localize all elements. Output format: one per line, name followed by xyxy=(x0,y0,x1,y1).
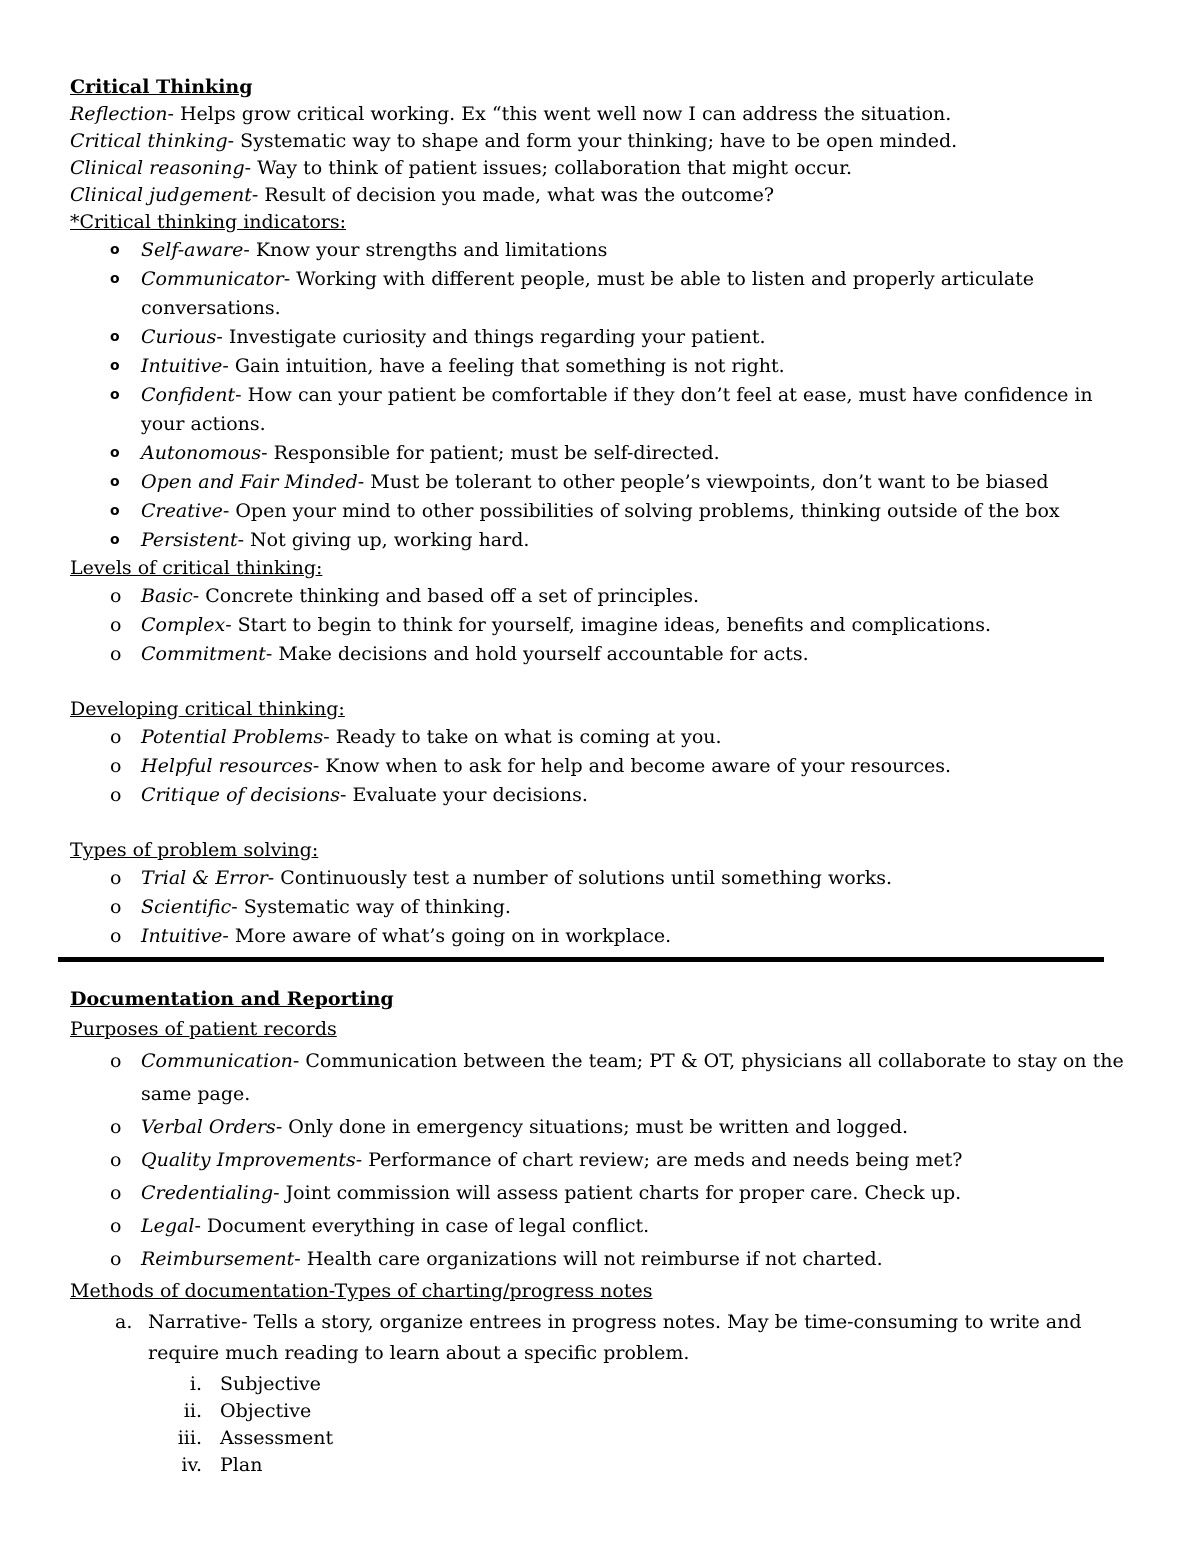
list-item xyxy=(70,1210,1140,1243)
spacer xyxy=(70,810,1140,837)
item-text: - Working with different people, must be able to listen and properly articulate conversations. xyxy=(141,268,1035,319)
list-item xyxy=(70,526,1140,555)
circle-bullet-icon: o xyxy=(110,585,122,607)
list-item xyxy=(70,864,1140,893)
list-marker: iv. xyxy=(181,1454,202,1476)
item-term: Scientific xyxy=(141,896,232,918)
definition-term: Reflection xyxy=(70,103,168,125)
section-title-critical-thinking: Critical Thinking xyxy=(70,76,253,98)
circle-bullet-icon: o xyxy=(110,271,120,287)
item-term: Complex xyxy=(141,614,226,636)
list-item xyxy=(70,752,1140,781)
circle-bullet-icon: o xyxy=(110,784,122,806)
item-text: - Performance of chart review; are meds and needs being met? xyxy=(355,1149,963,1171)
item-term: Legal xyxy=(141,1215,195,1237)
item-term: Persistent xyxy=(141,529,238,551)
item-text: - How can your patient be comfortable if they don’t feel at ease, must have confidence in your actions. xyxy=(141,384,1093,435)
definition-text: - Result of decision you made, what was the outcome? xyxy=(251,184,775,206)
list-marker: iii. xyxy=(177,1427,202,1449)
levels-heading: Levels of critical thinking: xyxy=(70,557,323,579)
definition-text: - Helps grow critical working. Ex “this went well now I can address the situation. xyxy=(167,103,952,125)
item-text: - More aware of what’s going on in workplace. xyxy=(222,925,672,947)
list-item xyxy=(70,582,1140,611)
circle-bullet-icon: o xyxy=(110,896,122,918)
definition-text: - Systematic way to shape and form your thinking; have to be open minded. xyxy=(227,130,958,152)
item-text: Objective xyxy=(220,1400,312,1422)
item-text: - Concrete thinking and based off a set of principles. xyxy=(192,585,700,607)
item-term: Curious xyxy=(141,326,217,348)
item-term: Trial & Error xyxy=(141,867,268,889)
list-item xyxy=(70,439,1140,468)
item-text: - Make decisions and hold yourself accountable for acts. xyxy=(265,643,809,665)
item-text: - Systematic way of thinking. xyxy=(231,896,511,918)
list-item xyxy=(70,723,1140,752)
indicators-list xyxy=(70,236,1140,555)
list-item xyxy=(70,1243,1140,1276)
circle-bullet-icon: o xyxy=(110,532,120,548)
definition-term: Critical thinking xyxy=(70,130,228,152)
circle-bullet-icon: o xyxy=(110,474,120,490)
list-item xyxy=(70,1177,1140,1210)
definition-clinical-reasoning xyxy=(70,155,1140,182)
list-item xyxy=(70,323,1140,352)
item-text: - Open your mind to other possibilities of solving problems, thinking outside of the box xyxy=(222,500,1060,522)
list-item xyxy=(70,352,1140,381)
item-text: - Investigate curiosity and things regarding your patient. xyxy=(216,326,766,348)
circle-bullet-icon: o xyxy=(110,242,120,258)
circle-bullet-icon: o xyxy=(110,387,120,403)
item-term: Basic xyxy=(141,585,193,607)
circle-bullet-icon: o xyxy=(110,1182,122,1204)
circle-bullet-icon: o xyxy=(110,867,122,889)
section-divider xyxy=(58,957,1104,962)
list-item xyxy=(70,1398,1140,1425)
list-marker: ii. xyxy=(183,1400,202,1422)
circle-bullet-icon: o xyxy=(110,643,122,665)
item-text: Assessment xyxy=(220,1427,334,1449)
circle-bullet-icon: o xyxy=(110,726,122,748)
list-item xyxy=(70,381,1140,439)
item-text: - Ready to take on what is coming at you. xyxy=(323,726,722,748)
spacer xyxy=(70,669,1140,696)
item-term: Confident xyxy=(141,384,236,406)
list-item xyxy=(70,1144,1140,1177)
item-term: Potential Problems xyxy=(141,726,324,748)
item-term: Intuitive xyxy=(141,355,223,377)
definition-term: Clinical reasoning xyxy=(70,157,245,179)
list-item xyxy=(70,1111,1140,1144)
item-term: Credentialing xyxy=(141,1182,274,1204)
item-text: - Communication between the team; PT & OT, physicians all collaborate to stay on the same page. xyxy=(141,1050,1124,1105)
definition-clinical-judgement xyxy=(70,182,1140,209)
methods-list xyxy=(70,1307,1140,1479)
list-marker: i. xyxy=(189,1373,202,1395)
item-text: Narrative- Tells a story, organize entrees in progress notes. May be time-consuming to write and require much reading to learn about a specific problem. xyxy=(148,1311,1082,1364)
list-item xyxy=(70,1045,1140,1111)
list-item xyxy=(70,497,1140,526)
problem-solving-heading: Types of problem solving: xyxy=(70,839,319,861)
item-text: - Know your strengths and limitations xyxy=(243,239,608,261)
purposes-heading: Purposes of patient records xyxy=(70,1018,337,1040)
list-item xyxy=(70,611,1140,640)
item-text: - Health care organizations will not reimburse if not charted. xyxy=(294,1248,883,1270)
item-term: Communicator xyxy=(141,268,284,290)
circle-bullet-icon: o xyxy=(110,445,120,461)
list-item xyxy=(70,265,1140,323)
item-term: Autonomous xyxy=(141,442,262,464)
section-title-documentation: Documentation and Reporting xyxy=(70,988,394,1010)
definition-term: Clinical judgement xyxy=(70,184,252,206)
item-term: Helpful resources xyxy=(141,755,313,777)
list-item xyxy=(70,893,1140,922)
item-text: Subjective xyxy=(220,1373,321,1395)
problem-solving-list xyxy=(70,864,1140,951)
list-item xyxy=(70,781,1140,810)
circle-bullet-icon: o xyxy=(110,755,122,777)
item-text: - Document everything in case of legal conflict. xyxy=(194,1215,650,1237)
item-term: Communication xyxy=(141,1050,293,1072)
item-text: - Joint commission will assess patient charts for proper care. Check up. xyxy=(273,1182,962,1204)
item-term: Reimbursement xyxy=(141,1248,295,1270)
circle-bullet-icon: o xyxy=(110,1149,122,1171)
circle-bullet-icon: o xyxy=(110,1116,122,1138)
circle-bullet-icon: o xyxy=(110,1248,122,1270)
list-item xyxy=(70,1425,1140,1452)
circle-bullet-icon: o xyxy=(110,1215,122,1237)
list-item xyxy=(70,640,1140,669)
item-text: - Not giving up, working hard. xyxy=(237,529,530,551)
item-term: Commitment xyxy=(141,643,266,665)
list-item xyxy=(70,1452,1140,1479)
item-text: Plan xyxy=(220,1454,263,1476)
definition-critical-thinking xyxy=(70,128,1140,155)
item-text: - Gain intuition, have a feeling that something is not right. xyxy=(222,355,785,377)
circle-bullet-icon: o xyxy=(110,925,122,947)
developing-list xyxy=(70,723,1140,810)
purposes-list xyxy=(70,1045,1140,1276)
item-text: - Continuously test a number of solutions until something works. xyxy=(267,867,893,889)
list-marker: a. xyxy=(115,1311,133,1333)
circle-bullet-icon: o xyxy=(110,1050,122,1072)
item-text: - Know when to ask for help and become aware of your resources. xyxy=(312,755,952,777)
item-text: - Start to begin to think for yourself, imagine ideas, benefits and complications. xyxy=(225,614,992,636)
definition-text: - Way to think of patient issues; collaboration that might occur. xyxy=(244,157,853,179)
list-item xyxy=(70,1307,1140,1479)
levels-list xyxy=(70,582,1140,669)
methods-heading: Methods of documentation-Types of charting/progress notes xyxy=(70,1280,653,1302)
circle-bullet-icon: o xyxy=(110,329,120,345)
document-page xyxy=(70,74,1140,1479)
sub-list xyxy=(70,1371,1140,1479)
item-term: Verbal Orders xyxy=(141,1116,276,1138)
list-item xyxy=(70,922,1140,951)
item-text: - Must be tolerant to other people’s viewpoints, don’t want to be biased xyxy=(357,471,1049,493)
list-item xyxy=(70,236,1140,265)
item-term: Critique of decisions xyxy=(141,784,340,806)
definition-reflection xyxy=(70,101,1140,128)
item-text: - Responsible for patient; must be self-directed. xyxy=(261,442,720,464)
circle-bullet-icon: o xyxy=(110,503,120,519)
developing-heading: Developing critical thinking: xyxy=(70,698,345,720)
indicators-heading: *Critical thinking indicators: xyxy=(70,211,347,233)
item-term: Quality Improvements xyxy=(141,1149,356,1171)
item-text: - Evaluate your decisions. xyxy=(339,784,588,806)
list-item xyxy=(70,1371,1140,1398)
circle-bullet-icon: o xyxy=(110,358,120,374)
item-term: Intuitive xyxy=(141,925,223,947)
item-term: Self-aware xyxy=(141,239,244,261)
circle-bullet-icon: o xyxy=(110,614,122,636)
item-term: Open and Fair Minded xyxy=(141,471,358,493)
item-term: Creative xyxy=(141,500,223,522)
list-item xyxy=(70,468,1140,497)
item-text: - Only done in emergency situations; must be written and logged. xyxy=(275,1116,909,1138)
